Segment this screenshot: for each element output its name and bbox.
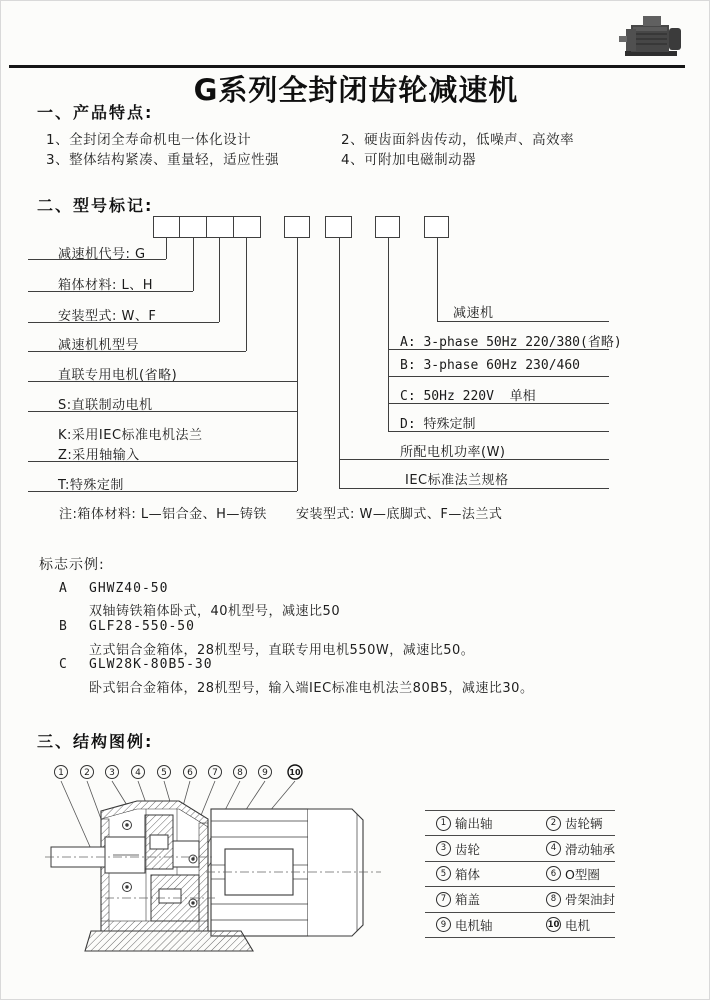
feature-item-3: 3、整体结构紧凑、重量轻，适应性强 bbox=[46, 152, 280, 168]
structure-heading: 三、结构图例: bbox=[37, 732, 154, 751]
examples-heading: 标志示例: bbox=[39, 557, 105, 573]
part-number-icon: 5 bbox=[436, 866, 451, 881]
part-name: 滑动轴承 bbox=[565, 841, 616, 857]
svg-text:3: 3 bbox=[109, 768, 115, 778]
model-label-code: 减速机代号: G bbox=[58, 247, 146, 262]
callout-9-icon bbox=[259, 766, 272, 779]
part-cell bbox=[546, 890, 615, 908]
page-title: G系列全封闭齿轮减速机 bbox=[193, 73, 519, 107]
part-number-icon: 1 bbox=[436, 816, 451, 831]
callout-5-icon bbox=[158, 766, 171, 779]
base-foot bbox=[85, 931, 253, 951]
part-number-icon: 8 bbox=[546, 892, 561, 907]
model-label-reducer: 减速机 bbox=[453, 306, 494, 321]
part-name: 骨架油封 bbox=[565, 892, 616, 908]
example-desc: 立式铝合金箱体，28机型号，直联专用电机550W，减速比50。 bbox=[89, 643, 475, 658]
code-box-8 bbox=[424, 216, 449, 238]
part-name: 输出轴 bbox=[455, 816, 493, 832]
gear-motor-photo bbox=[617, 11, 695, 63]
callout-numbers bbox=[55, 765, 303, 779]
part-cell bbox=[425, 840, 546, 858]
callout-8-icon bbox=[234, 766, 247, 779]
callout-3-icon bbox=[106, 766, 119, 779]
callout-10-icon bbox=[288, 765, 302, 779]
example-code: GHWZ40-50 bbox=[89, 581, 169, 596]
part-name: 箱体 bbox=[455, 866, 481, 882]
part-number-icon: 10 bbox=[546, 917, 561, 932]
part-number-icon: 9 bbox=[436, 917, 451, 932]
parts-table-row bbox=[425, 887, 615, 912]
part-cell bbox=[546, 840, 615, 858]
connector-line bbox=[193, 238, 194, 291]
parts-table-row bbox=[425, 913, 615, 938]
part-cell bbox=[425, 814, 546, 832]
model-label-Z: Z:采用轴输入 bbox=[58, 448, 140, 463]
shelf-line bbox=[339, 488, 609, 489]
shelf-line bbox=[437, 321, 609, 322]
svg-text:6: 6 bbox=[187, 768, 193, 778]
example-desc: 双轴铸铁箱体卧式，40机型号，减速比50 bbox=[89, 604, 341, 619]
model-label-S: S:直联制动电机 bbox=[58, 398, 153, 413]
model-label-T: T:特殊定制 bbox=[58, 478, 124, 493]
part-cell bbox=[425, 865, 546, 883]
code-box-1 bbox=[153, 216, 180, 238]
code-box-4 bbox=[234, 216, 261, 238]
svg-text:7: 7 bbox=[212, 768, 218, 778]
part-number-icon: 4 bbox=[546, 841, 561, 856]
parts-table-row bbox=[425, 836, 615, 861]
model-heading: 二、型号标记: bbox=[37, 196, 154, 215]
model-label-housing: 箱体材料: L、H bbox=[58, 278, 154, 293]
code-box-3 bbox=[207, 216, 234, 238]
connector-line bbox=[339, 238, 340, 488]
connector-line bbox=[246, 238, 247, 351]
svg-text:10: 10 bbox=[289, 768, 301, 777]
feature-item-1: 1、全封闭全寿命机电一体化设计 bbox=[46, 132, 252, 148]
svg-text:4: 4 bbox=[135, 768, 141, 778]
code-box-7 bbox=[375, 216, 400, 238]
part-cell bbox=[546, 814, 615, 832]
feature-item-2: 2、硬齿面斜齿传动，低噪声、高效率 bbox=[341, 132, 575, 148]
part-cell bbox=[425, 916, 546, 934]
svg-text:5: 5 bbox=[161, 768, 167, 778]
part-number-icon: 2 bbox=[546, 816, 561, 831]
model-note-material: 注:箱体材料: L—铝合金、H—铸铁 bbox=[59, 507, 267, 522]
model-label-flange: IEC标准法兰规格 bbox=[405, 473, 509, 488]
part-number-icon: 7 bbox=[436, 892, 451, 907]
connector-line bbox=[297, 238, 298, 491]
parts-table-row bbox=[425, 862, 615, 887]
part-name: 电机轴 bbox=[455, 917, 493, 933]
feature-item-4: 4、可附加电磁制动器 bbox=[341, 152, 477, 168]
callout-1-icon bbox=[55, 766, 68, 779]
svg-text:2: 2 bbox=[84, 768, 90, 778]
model-note-mounting: 安装型式: W—底脚式、F—法兰式 bbox=[296, 507, 503, 522]
part-cell bbox=[546, 916, 615, 934]
model-label-size: 减速机机型号 bbox=[58, 338, 140, 353]
part-number-icon: 6 bbox=[546, 866, 561, 881]
code-box-5 bbox=[284, 216, 310, 238]
part-name: 齿轮辆 bbox=[565, 816, 603, 832]
svg-text:8: 8 bbox=[237, 768, 243, 778]
model-label-motor: 直联专用电机(省略) bbox=[58, 368, 178, 383]
part-cell bbox=[546, 865, 615, 883]
model-label-mounting: 安装型式: W、F bbox=[58, 309, 157, 324]
callout-4-icon bbox=[132, 766, 145, 779]
model-label-opt-C: C: 50Hz 220V 单相 bbox=[400, 389, 536, 404]
model-label-opt-B: B: 3-phase 60Hz 230/460 bbox=[400, 358, 581, 373]
svg-text:1: 1 bbox=[58, 768, 64, 778]
example-desc: 卧式铝合金箱体，28机型号，输入端IEC标准电机法兰80B5，减速比30。 bbox=[89, 681, 534, 696]
part-name: 电机 bbox=[565, 917, 591, 933]
code-box-2 bbox=[180, 216, 207, 238]
connector-line bbox=[219, 238, 220, 322]
part-name: 齿轮 bbox=[455, 841, 481, 857]
example-code: GLW28K-80B5-30 bbox=[89, 657, 213, 672]
part-name: O型圈 bbox=[565, 866, 600, 882]
part-name: 箱盖 bbox=[455, 892, 481, 908]
model-code-boxes-group bbox=[153, 216, 261, 238]
code-box-6 bbox=[325, 216, 352, 238]
callout-6-icon bbox=[184, 766, 197, 779]
connector-line bbox=[437, 238, 438, 321]
part-cell bbox=[425, 890, 546, 908]
callout-7-icon bbox=[209, 766, 222, 779]
example-letter: C bbox=[59, 657, 67, 672]
callout-2-icon bbox=[81, 766, 94, 779]
parts-table bbox=[425, 810, 615, 938]
connector-line bbox=[166, 238, 167, 259]
motor-body bbox=[211, 809, 363, 936]
model-label-opt-D: D: 特殊定制 bbox=[400, 417, 476, 432]
svg-text:9: 9 bbox=[262, 768, 268, 778]
example-code: GLF28-550-50 bbox=[89, 619, 195, 634]
features-heading: 一、产品特点: bbox=[37, 103, 154, 122]
model-label-power: 所配电机功率(W) bbox=[400, 445, 506, 460]
part-number-icon: 3 bbox=[436, 841, 451, 856]
model-label-K: K:采用IEC标准电机法兰 bbox=[58, 428, 203, 443]
shelf-line bbox=[388, 376, 609, 377]
example-letter: A bbox=[59, 581, 67, 596]
example-letter: B bbox=[59, 619, 67, 634]
model-label-opt-A: A: 3-phase 50Hz 220/380(省略) bbox=[400, 335, 622, 350]
parts-table-row bbox=[425, 811, 615, 836]
